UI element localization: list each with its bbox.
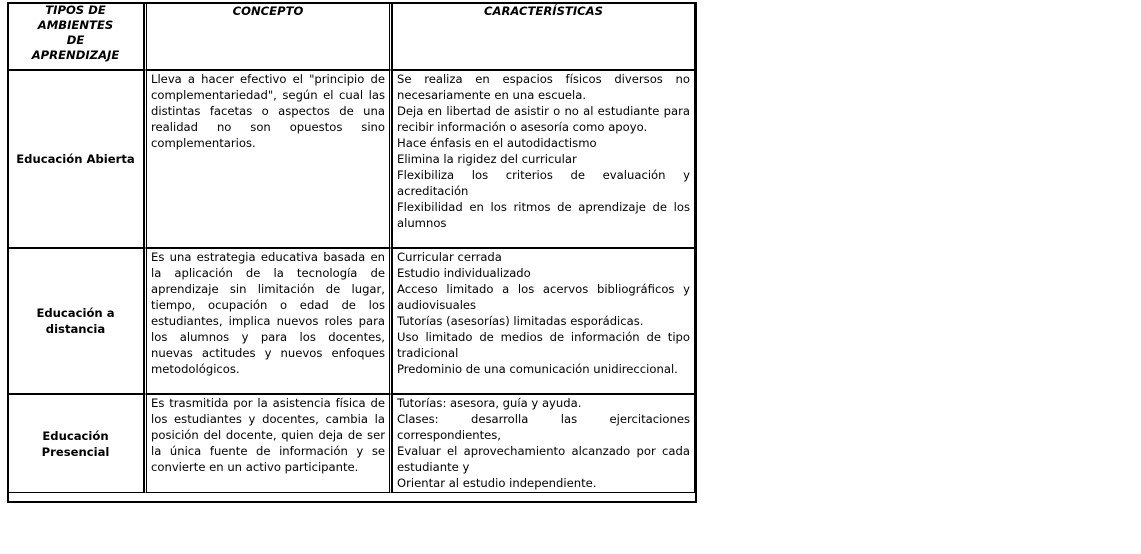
row-characteristics [392, 70, 695, 248]
characteristic-item: Predominio de una comunicación unidireccional. [397, 362, 678, 376]
row-type-line: Educación [42, 428, 109, 443]
row-concept: Es una estrategia educativa basada en la aplicación de la tecnología de aprendizaje sin limitación de lugar, tiempo, ocupación o edad de los estudiantes, implica nuevos roles para los alumnos y para los docentes, nuevas actitudes y nuevos enfoques metodológicos. [144, 248, 392, 394]
row-type [7, 248, 144, 394]
characteristic-item: Clases: desarrolla las ejercitaciones correspondientes, [397, 412, 690, 442]
characteristic-item: Flexibiliza los criterios de evaluación y acreditación [397, 168, 690, 198]
characteristic-item: Estudio individualizado [397, 266, 531, 280]
header-types [7, 2, 144, 70]
row-characteristics [392, 248, 695, 394]
row-concept: Es trasmitida por la asistencia física de los estudiantes y docentes, cambia la posición del docente, quien deja de ser la única fuente de información y se convierte en un activo participante. [144, 394, 392, 493]
row-type-line: Presencial [41, 444, 110, 459]
characteristic-item: Tutorías: asesora, guía y ayuda. [397, 396, 582, 410]
row-type-line: distancia [45, 322, 106, 336]
header-concept: CONCEPTO [144, 2, 392, 70]
row-characteristics [392, 394, 695, 493]
row-type-line: Educación a [36, 306, 115, 320]
row-type-line: Educación Abierta [16, 152, 135, 166]
characteristic-item: Flexibilidad en los ritmos de aprendizaje de los alumnos [397, 200, 690, 230]
table-row [7, 248, 695, 394]
header-types-line: AMBIENTES [37, 18, 114, 32]
row-type [7, 394, 144, 493]
header-types-line: DE [66, 33, 85, 47]
characteristic-item: Curricular cerrada [397, 250, 502, 264]
header-characteristics: CARACTERÍSTICAS [392, 2, 695, 70]
characteristic-item: Deja en libertad de asistir o no al estudiante para recibir información o asesoría como apoyo. [397, 104, 690, 134]
table-row [7, 70, 695, 248]
table-header-row [7, 2, 695, 70]
characteristic-item: Uso limitado de medios de información de tipo tradicional [397, 330, 690, 360]
learning-environments-table [7, 2, 695, 493]
characteristic-item: Se realiza en espacios físicos diversos no necesariamente en una escuela. [397, 72, 690, 102]
characteristic-item: Orientar al estudio independiente. [397, 476, 597, 490]
characteristic-item: Hace énfasis en el autodidactismo [397, 136, 597, 150]
header-types-line: APRENDIZAJE [31, 48, 120, 62]
row-concept: Lleva a hacer efectivo el "principio de complementariedad", según el cual las distintas facetas o aspectos de una realidad no son opuestos sino complementarios. [144, 70, 392, 248]
header-types-line: TIPOS DE [45, 3, 106, 17]
characteristic-item: Evaluar el aprovechamiento alcanzado por cada estudiante y [397, 444, 690, 474]
characteristic-item: Acceso limitado a los acervos bibliográficos y audiovisuales [397, 282, 690, 312]
table-row [7, 394, 695, 493]
row-type [7, 70, 144, 248]
characteristic-item: Tutorías (asesorías) limitadas esporádicas. [397, 314, 644, 328]
characteristic-item: Elimina la rigidez del curricular [397, 152, 577, 166]
